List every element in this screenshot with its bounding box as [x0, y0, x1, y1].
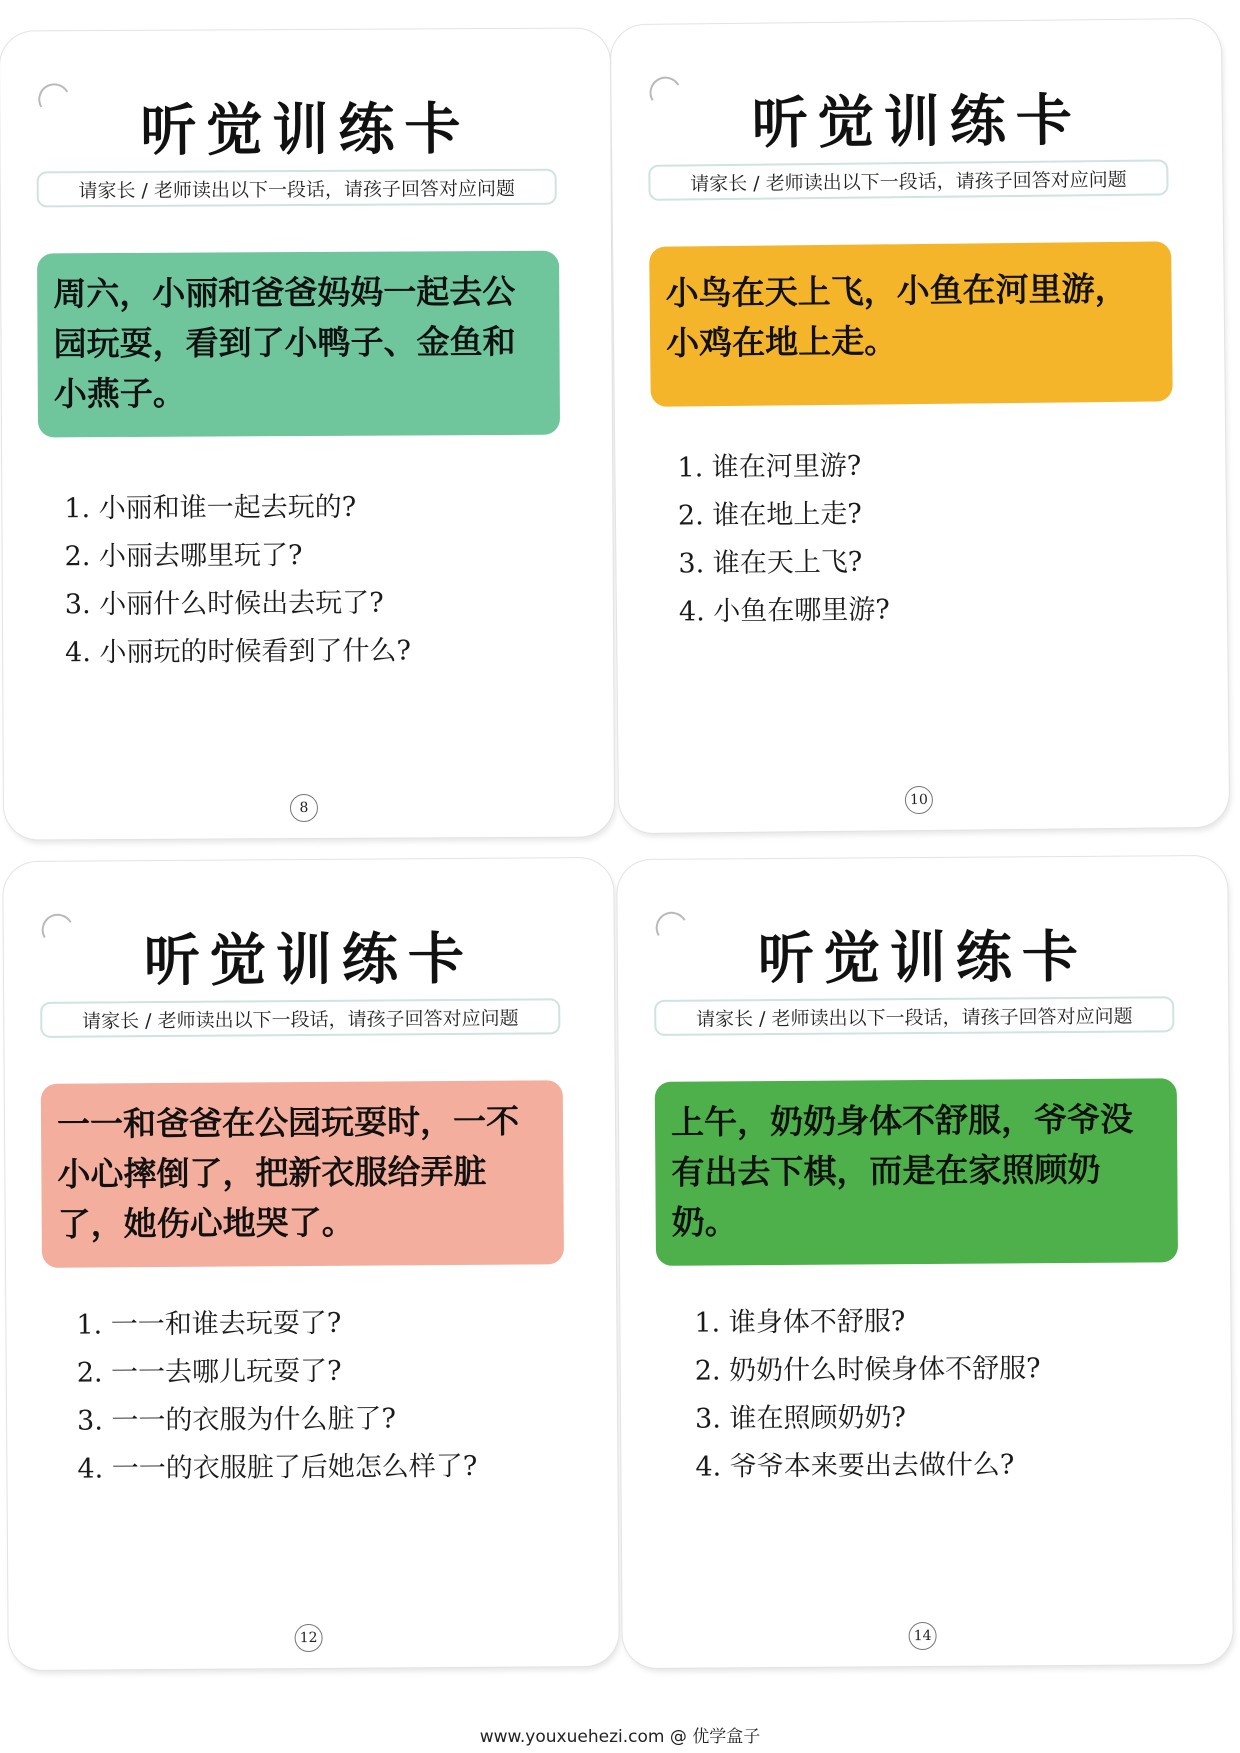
training-card-10 [611, 19, 1229, 833]
page-number: 14 [909, 1622, 937, 1650]
question-item: 2. 小丽去哪里玩了? [64, 540, 303, 573]
card-title: 听觉训练卡 [757, 923, 1089, 993]
training-card-14 [617, 856, 1233, 1668]
training-card-12 [3, 858, 619, 1670]
question-list [677, 439, 1199, 636]
question-item: 1. 一一和谁去玩耍了? [76, 1307, 342, 1341]
site-footer: www.youxuehezi.com @ 优学盒子 [479, 1727, 761, 1747]
question-item: 1. 谁在河里游? [677, 450, 862, 484]
training-card-8 [0, 28, 614, 839]
card-title: 听觉训练卡 [143, 925, 475, 995]
question-item: 3. 一一的衣服为什么脏了? [76, 1403, 397, 1437]
passage-box: 周六，小丽和爸爸妈妈一起去公园玩耍，看到了小鸭子、金鱼和小燕子。 [37, 251, 560, 438]
question-item: 1. 小丽和谁一起去玩的? [64, 491, 357, 525]
question-item: 3. 谁在照顾奶奶? [694, 1402, 907, 1435]
page-number: 10 [905, 786, 933, 814]
instruction-banner: 请家长 / 老师读出以下一段话，请孩子回答对应问题 [648, 159, 1168, 200]
question-item: 4. 爷爷本来要出去做什么? [695, 1449, 1015, 1483]
question-item: 2. 奶奶什么时候身体不舒服? [694, 1353, 1041, 1387]
question-item: 3. 小丽什么时候出去玩了? [64, 587, 384, 621]
question-item: 4. 小鱼在哪里游? [678, 594, 890, 628]
page-number: 12 [295, 1624, 323, 1652]
question-list [64, 483, 585, 678]
instruction-banner: 请家长 / 老师读出以下一段话，请孩子回答对应问题 [40, 998, 560, 1038]
passage-box: 上午，奶奶身体不舒服，爷爷没有出去下棋，而是在家照顾奶奶。 [655, 1078, 1178, 1266]
question-list [76, 1298, 597, 1494]
card-title: 听觉训练卡 [140, 96, 471, 164]
question-item: 3. 谁在天上飞? [678, 546, 863, 580]
question-item: 2. 一一去哪儿玩耍了? [76, 1355, 342, 1389]
page-number: 8 [290, 794, 318, 822]
passage-box: 一一和爸爸在公园玩耍时，一不小心摔倒了，把新衣服给弄脏了，她伤心地哭了。 [41, 1080, 564, 1268]
question-item: 4. 小丽玩的时候看到了什么? [65, 635, 412, 669]
card-title: 听觉训练卡 [751, 87, 1083, 157]
question-list [694, 1296, 1215, 1492]
question-item: 4. 一一的衣服脏了后她怎么样了? [77, 1450, 478, 1485]
question-item: 2. 谁在地上走? [677, 498, 862, 532]
instruction-banner: 请家长 / 老师读出以下一段话，请孩子回答对应问题 [37, 169, 557, 208]
question-item: 1. 谁身体不舒服? [694, 1306, 906, 1339]
instruction-banner: 请家长 / 老师读出以下一段话，请孩子回答对应问题 [654, 996, 1174, 1036]
passage-box: 小鸟在天上飞，小鱼在河里游，小鸡在地上走。 [649, 241, 1173, 406]
